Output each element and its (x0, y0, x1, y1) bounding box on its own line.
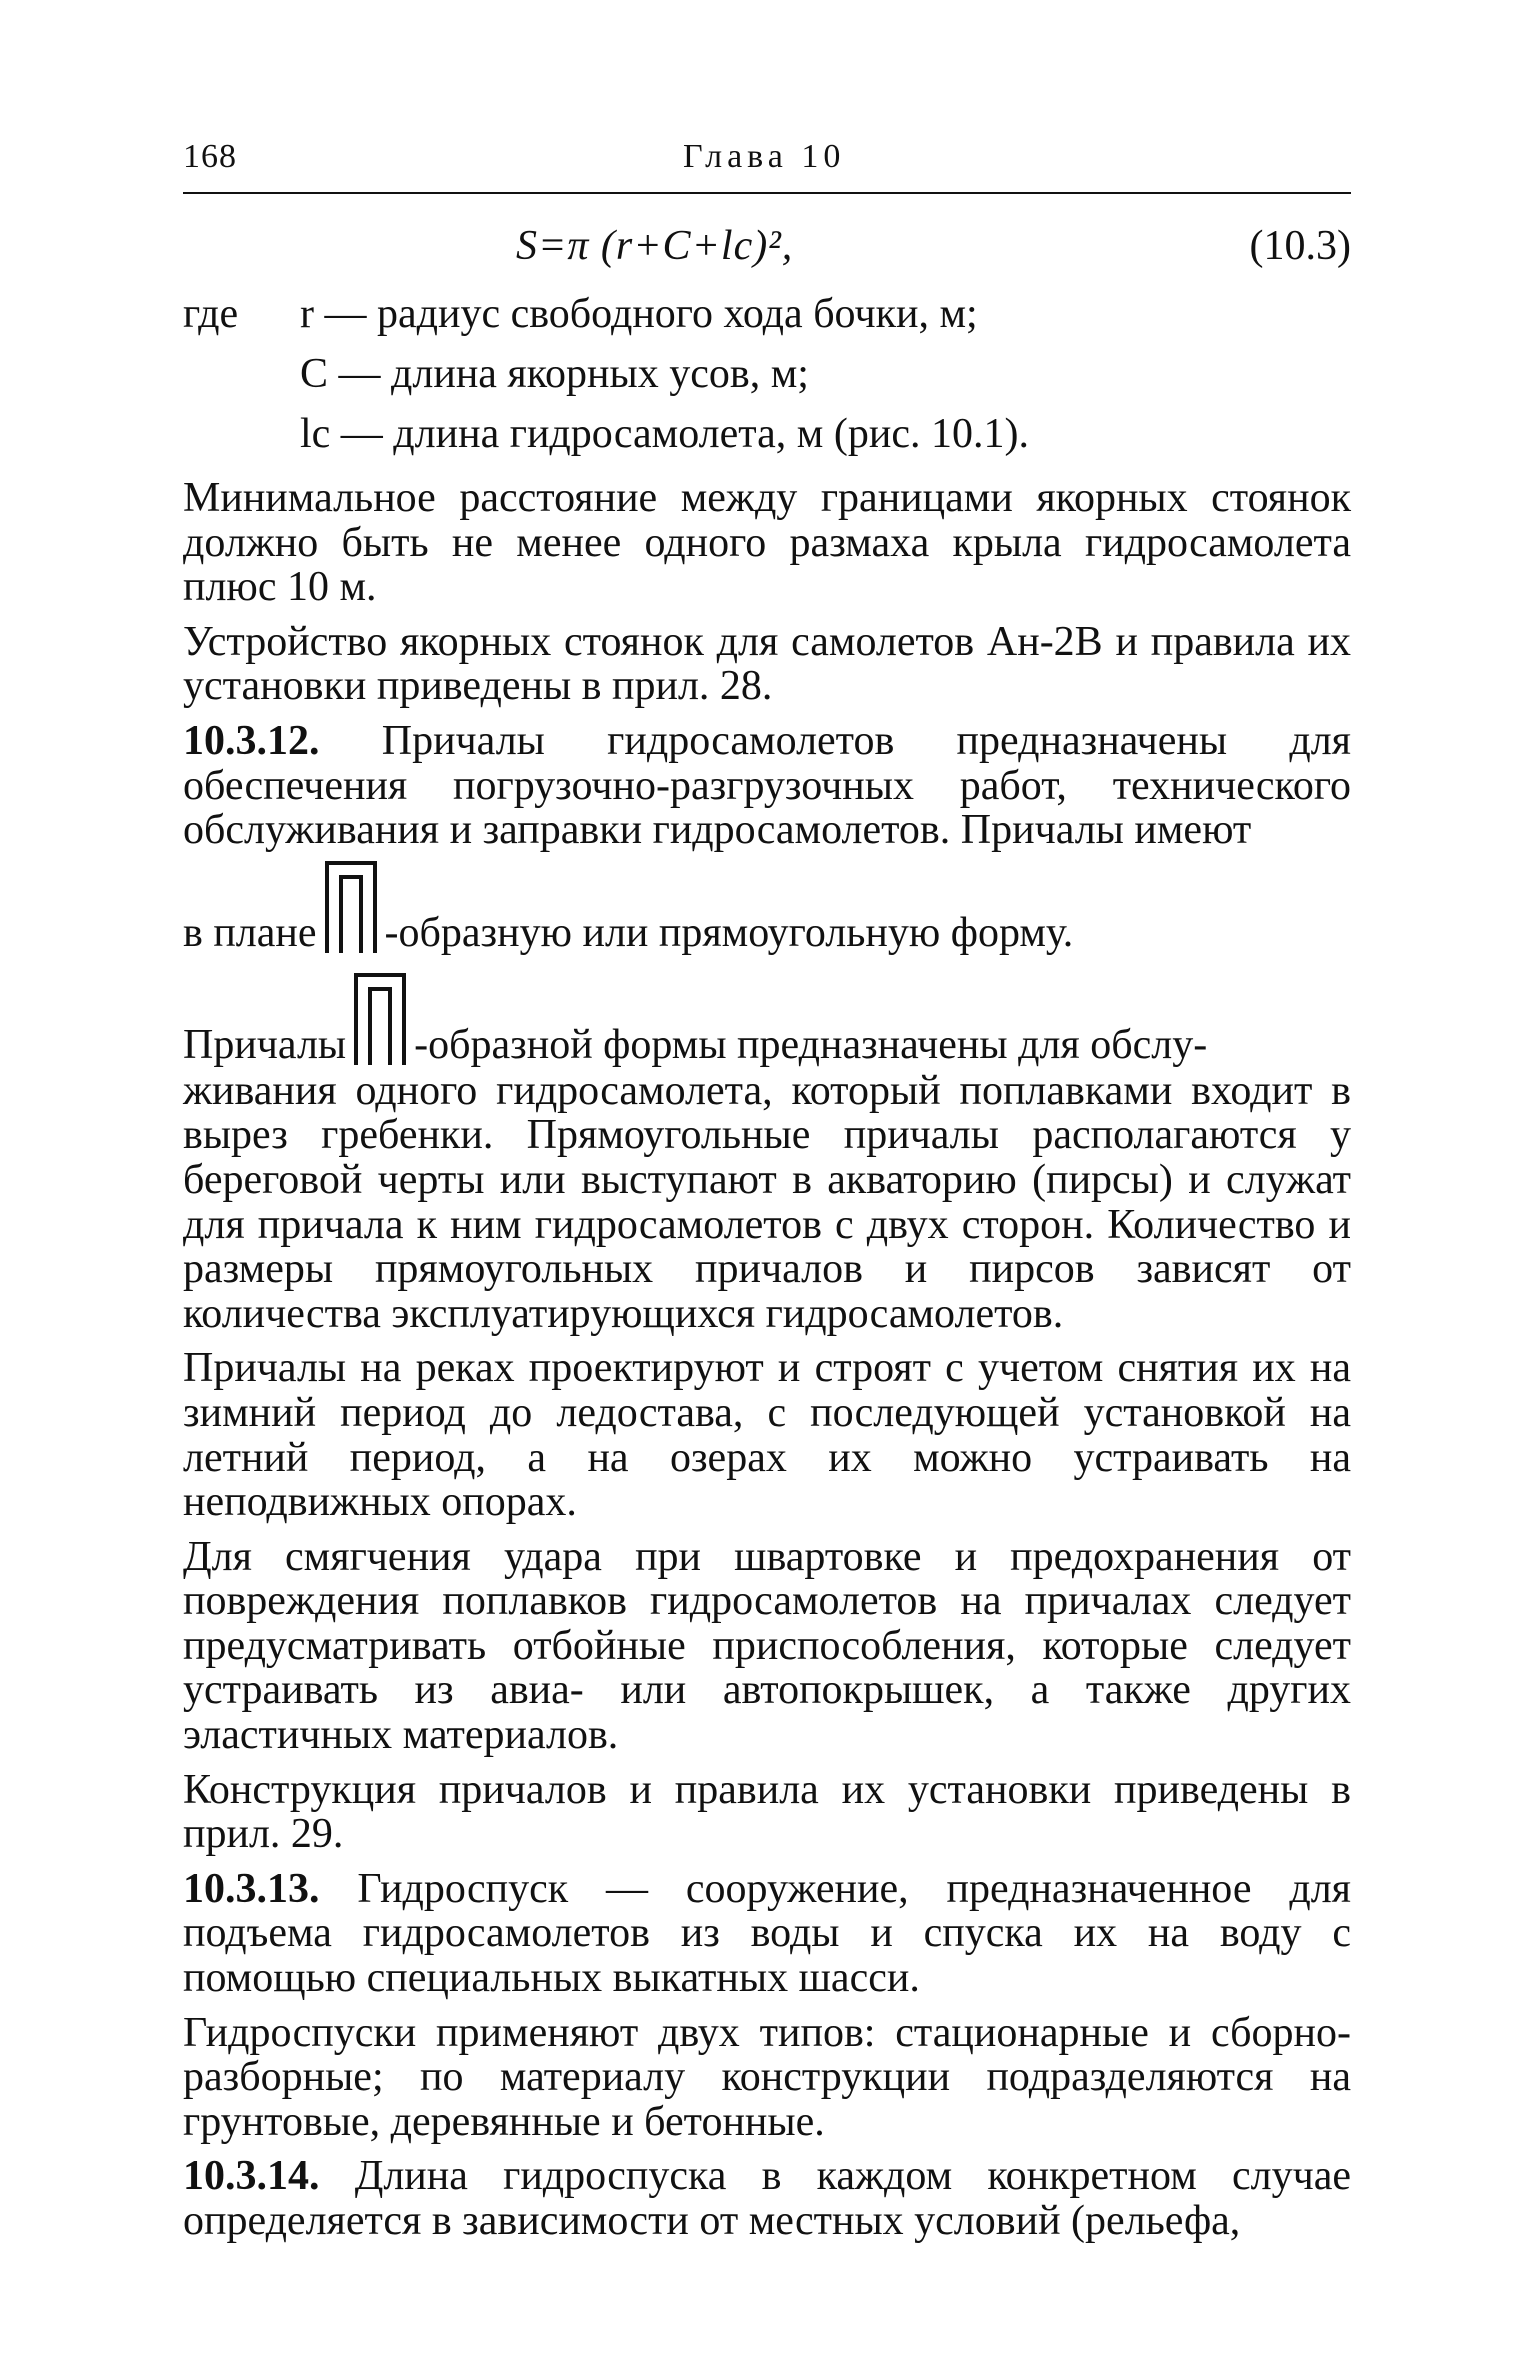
definition-r: r — радиус свободного хода бочки, м; (300, 291, 978, 337)
paragraph-fenders: Для смягчения удара при швартовке и предохранения от повреждения поплавков гидросамолетов на причалах следует предусматривать отбойные приспособления, которые следует устраивать из авиа- или автопокрышек, а также других эластичных материалов. (183, 1533, 1351, 1759)
pi-line-2-text-a: Причалы (183, 1021, 347, 1068)
definition-c: C — длина якорных усов, м; (300, 351, 809, 397)
paragraph-10-3-12-text: Причалы гидросамолетов предназначены для обеспечения погрузочно-разгрузочных работ, технического обслуживания и заправки гидросамолетов. Причалы имеют (183, 717, 1351, 854)
paragraph-river-berths: Причалы на реках проектируют и строят с учетом снятия их на зимний период до ледостава, с последующей установкой на летний период, а на озерах их можно устраивать на неподвижных опорах. (183, 1345, 1351, 1526)
pi-shape-icon (321, 857, 381, 953)
paragraph-anchor-device: Устройство якорных стоянок для самолетов Ан-2В и правила их установки приведены в прил. 28. (183, 618, 1351, 710)
book-page (183, 130, 1351, 2244)
where-label: где (183, 291, 239, 337)
pi-line-1-text-b: -образную или прямоугольную форму. (384, 909, 1074, 956)
paragraph-slipway-types: Гидроспуски применяют двух типов: стационарные и сборно-разборные; по материалу конструкции подразделяются на грунтовые, деревянные и бетонные. (183, 2009, 1351, 2145)
formula-10-3 (183, 216, 1351, 284)
formula-number: (10.3) (1249, 223, 1351, 269)
pi-line-2-text-b: -образной формы предназначены для обслу- (414, 1021, 1208, 1068)
paragraph-10-3-14-text: Длина гидроспуска в каждом конкретном случае определяется в зависимости от местных условий (рельефа, (183, 2153, 1351, 2244)
page-number: 168 (183, 138, 237, 175)
definition-lc: lc — длина гидросамолета, м (рис. 10.1). (300, 411, 1029, 457)
chapter-title: Глава 10 (683, 138, 846, 175)
running-header (183, 130, 1351, 194)
section-number-10-3-14: 10.3.14. (183, 2153, 320, 2200)
paragraph-berth-construction: Конструкция причалов и правила их установки приведены в прил. 29. (183, 1766, 1351, 1858)
paragraph-pi-berths: живания одного гидросамолета, который поплавками входит в вырез гребенки. Прямоугольные причалы располагаются у береговой черты или выступают в акваторию (пирсы) и служат для причала к ним гидросамолетов с двух сторон. Количество и размеры прямоугольных причалов и пирсов зависят от количества эксплуатирующихся гидросамолетов. (183, 1067, 1351, 1337)
pi-shape-line-1 (183, 857, 1351, 957)
section-number-10-3-13: 10.3.13. (183, 1865, 320, 1912)
paragraph-min-distance: Минимальное расстояние между границами якорных стоянок должно быть не менее одного размаха крыла гидросамолета плюс 10 м. (183, 475, 1351, 611)
paragraph-10-3-14 (183, 2154, 1351, 2243)
pi-shape-icon-2 (350, 969, 410, 1065)
paragraph-10-3-13 (183, 1867, 1351, 2001)
variable-definitions (183, 284, 1351, 476)
pi-line-1-text-a: в плане (183, 909, 317, 956)
pi-shape-line-2 (183, 969, 1351, 1069)
formula-expression: S=π (r+C+lc)², (516, 223, 794, 269)
paragraph-10-3-12 (183, 719, 1351, 853)
section-number-10-3-12: 10.3.12. (183, 717, 320, 764)
paragraph-10-3-13-text: Гидроспуск — сооружение, предназначенное для подъема гидросамолетов из воды и спуска их на воду с помощью специальных выкатных шасси. (183, 1865, 1351, 2002)
